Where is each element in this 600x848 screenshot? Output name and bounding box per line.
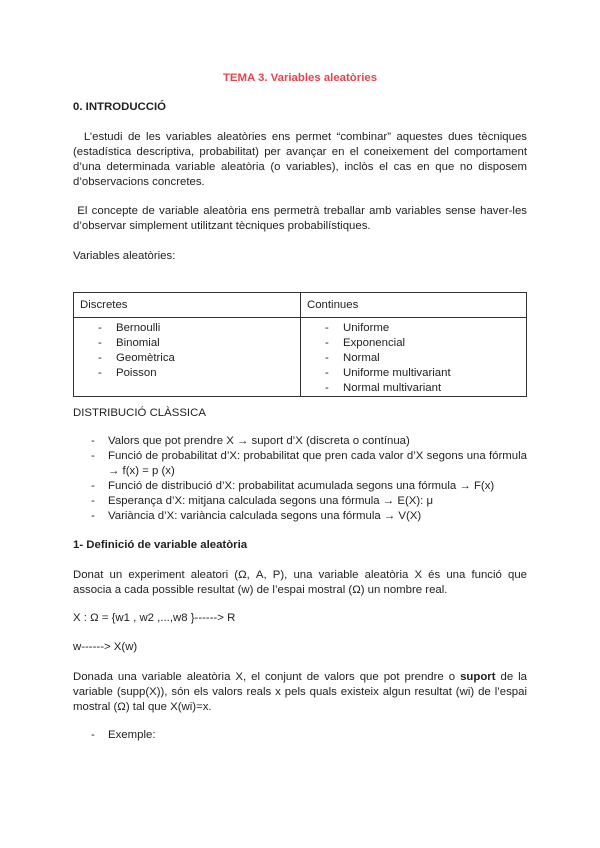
list-item: - Normal multivariant [307, 381, 520, 396]
list-item: - Exemple: [73, 728, 527, 743]
list-item: - Exponencial [307, 336, 520, 351]
list-item: - Variància d’X: variància calculada segons una fórmula → V(X) [73, 509, 527, 524]
list-item: - Bernoulli [80, 321, 294, 336]
text: de la variable (supp(X)), són els valors reals x pels quals existeix algun resultat (wi) de l’espai mostral (Ω) tal que X(wi)=x. [73, 671, 527, 713]
variables-table [73, 292, 527, 397]
list-item: - Geomètrica [80, 351, 294, 366]
list-item: - Binomial [80, 336, 294, 351]
list-item: - Uniforme multivariant [307, 366, 520, 381]
page-title: TEMA 3. Variables aleatòries [222, 72, 378, 84]
list-item: - Uniforme [307, 321, 520, 336]
list-item: - Funció de distribució d’X: probabilitat acumulada segons una fórmula → F(x) [73, 479, 527, 494]
variables-label: Variables aleatòries: [73, 250, 176, 262]
intro-paragraph-1: L’estudi de les variables aleatòries ens permet “combinar” aquestes dues tècniques (estadística descriptiva, probabilitat) per avançar en el coneixement del comportament d’una determinada variable aleatòria (o variables), inclòs el cas en que no disposem d’observacions concretes. [73, 131, 531, 188]
list-item: - Funció de probabilitat d’X: probabilitat que pren cada valor d’X segons una fórmula → f(x) = p (x) [73, 449, 527, 479]
intro-paragraph-2: El concepte de variable aleatòria ens permetrà treballar amb variables sense haver-les d’observar simplement utilitzant tècniques probabilístiques. [73, 205, 531, 232]
list-item: - Poisson [80, 366, 294, 381]
text: Donada una variable aleatòria X, el conjunt de valors que pot prendre o [73, 671, 461, 683]
list-item: - Normal [307, 351, 520, 366]
list-item: - Esperança d’X: mitjana calculada segons una fórmula → E(X): μ [73, 494, 527, 509]
formula-1: X : Ω = {w1 , w2 ,...,w8 }------> R [73, 612, 236, 624]
formula-2: w------> X(w) [73, 641, 138, 653]
table-header-continues: Continues [301, 293, 527, 318]
section-heading-definicio: 1- Definició de variable aleatòria [73, 539, 248, 551]
definicio-paragraph-2 [73, 670, 527, 715]
section-heading-introduccio: 0. INTRODUCCIÓ [73, 101, 167, 113]
definicio-paragraph-1: Donat un experiment aleatori (Ω, A, P), una variable aleatòria X és una funció que associa a cada possible resultat (w) de l’espai mostral (Ω) un nombre real. [73, 569, 527, 596]
distribucio-list [73, 434, 527, 524]
table-header-discretes: Discretes [74, 293, 301, 318]
suport-bold: suport [460, 671, 496, 683]
example-list [73, 728, 527, 743]
distribucio-heading: DISTRIBUCIÓ CLÀSSICA [73, 407, 206, 419]
list-item: - Valors que pot prendre X → suport d’X (discreta o contínua) [73, 434, 527, 449]
